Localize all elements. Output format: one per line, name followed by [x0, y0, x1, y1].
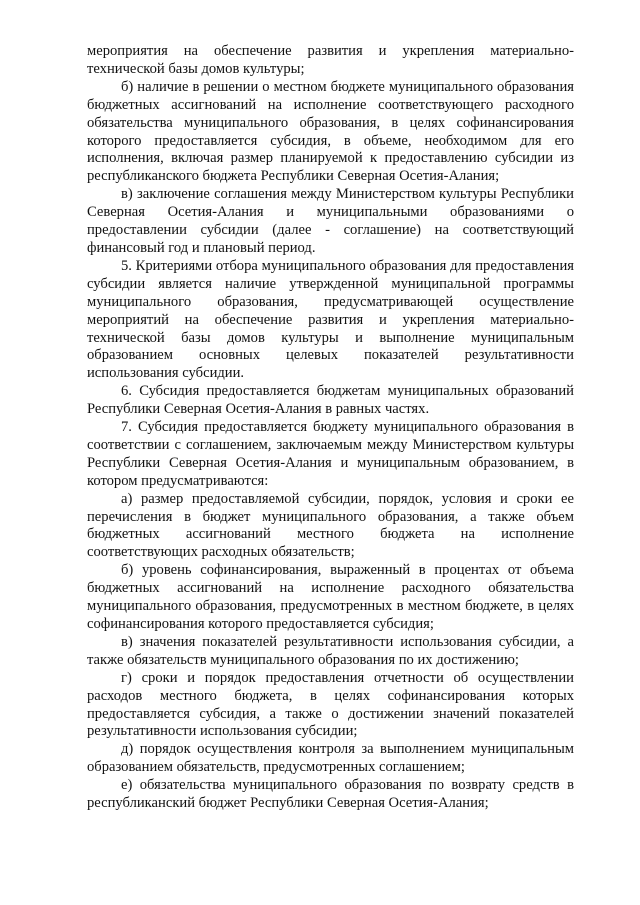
paragraph-continuation: мероприятия на обеспечение развития и укрепления материально-технической базы домов культуры; — [87, 43, 574, 77]
paragraph-7a: а) размер предоставляемой субсидии, порядок, условия и сроки ее перечисления в бюджет муниципального образования, а также объем бюджетных ассигнований местного бюджета на исполнение соответствующих расходных обязательств; — [87, 490, 574, 561]
paragraph-7-agreement-terms: 7. Субсидия предоставляется бюджету муниципального образования в соответствии с соглашением, заключаемым между Министерством культуры Республики Северная Осетия-Алания и муниципальным образованием, в котором предусматриваются: — [87, 419, 574, 489]
paragraph-7d: д) порядок осуществления контроля за выполнением муниципальным образованием обязательств, предусмотренных соглашением; — [87, 741, 574, 776]
paragraph-5-criteria: 5. Критериями отбора муниципального образования для предоставления субсидии является наличие утвержденной муниципальной программы муниципального образования, предусматривающей осуществление мероприятий на обеспечение развития и укрепления материально-технической базы домов культуры и выполнение муниципальным образованием основных целевых показателей результативности использования субсидии. — [87, 257, 574, 382]
paragraph-7e: е) обязательства муниципального образования по возврату средств в республиканский бюджет Республики Северная Осетия-Алания; — [87, 777, 574, 812]
paragraph-item-v-agreement: в) заключение соглашения между Министерством культуры Республики Северная Осетия-Алания и муниципальными образованиями о предоставлении субсидии (далее - соглашение) на соответствующий финансовый год и плановый период. — [87, 186, 574, 256]
paragraph-6-subsidy: 6. Субсидия предоставляется бюджетам муниципальных образований Республики Северная Осетия-Алания в равных частях. — [87, 383, 574, 418]
paragraph-7g: г) сроки и порядок предоставления отчетности об осуществлении расходов местного бюджета, в целях софинансирования которых предоставляется субсидия, а также о достижении значений показателей результативности использования субсидии; — [87, 669, 574, 740]
document-page — [87, 43, 574, 813]
paragraph-7b: б) уровень софинансирования, выраженный в процентах от объема бюджетных ассигнований на исполнение расходного обязательства муниципального образования, предусмотренных в местном бюджете, в целях софинансирования которого предоставляется субсидия; — [87, 562, 574, 632]
paragraph-item-b-budget: б) наличие в решении о местном бюджете муниципального образования бюджетных ассигнований на исполнение соответствующего расходного обязательства муниципального образования, в целях софинансирования которого предоставляется субсидия, в объеме, необходимом для его исполнения, включая размер планируемой к предоставлению субсидии из республиканского бюджета Республики Северная Осетия-Алания; — [87, 78, 574, 185]
paragraph-7v: в) значения показателей результативности использования субсидии, а также обязательств муниципального образования по их достижению; — [87, 633, 574, 668]
